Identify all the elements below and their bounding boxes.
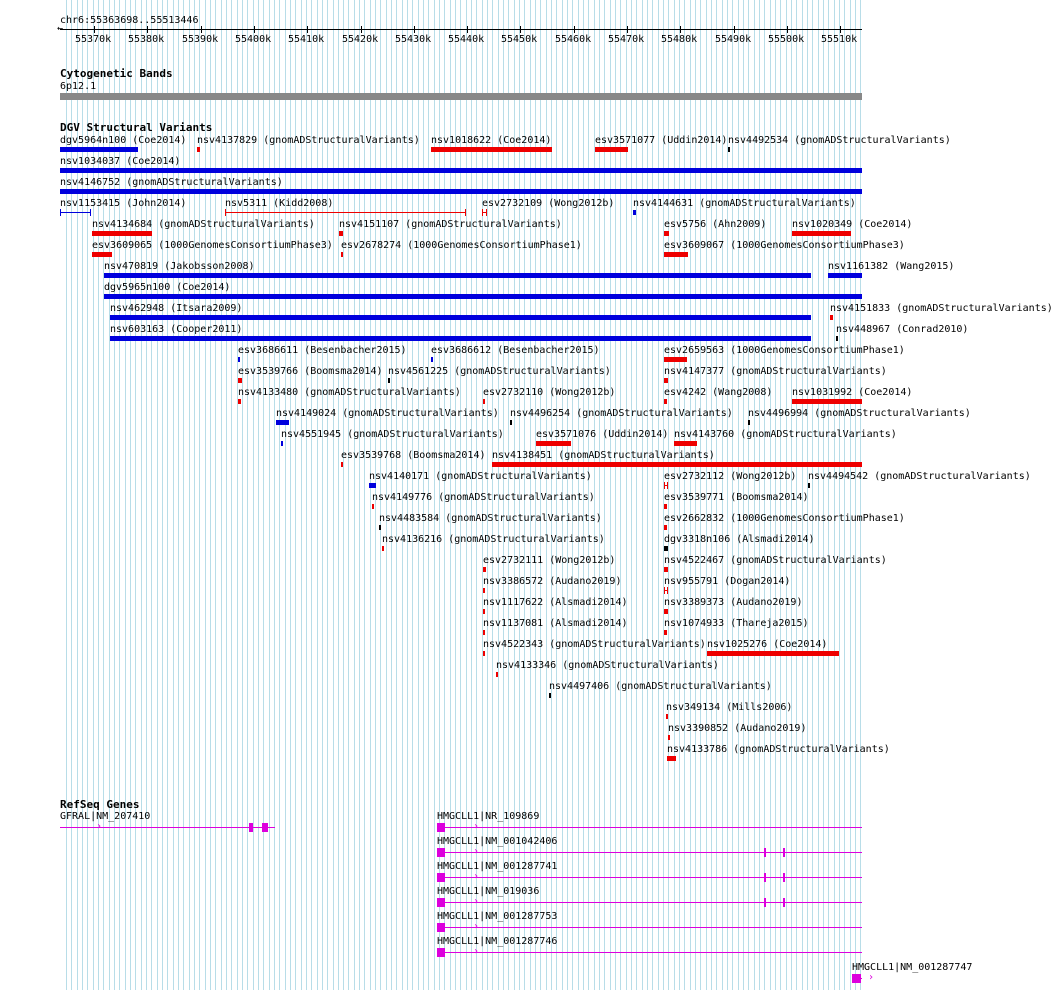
grid-line [173, 0, 174, 990]
sv-feature-bar[interactable] [664, 525, 667, 530]
ruler-tick [467, 26, 468, 33]
sv-label[interactable]: nsv3389373 (Audano2019) [664, 597, 803, 608]
sv-feature-bar[interactable] [707, 651, 839, 656]
grid-line [242, 0, 243, 990]
grid-line [279, 0, 280, 990]
sv-feature-bar[interactable] [104, 273, 811, 278]
sv-label[interactable]: nsv4492534 (gnomADStructuralVariants) [728, 135, 951, 146]
grid-line [162, 0, 163, 990]
sv-label[interactable]: esv3539768 (Boomsma2014) [341, 450, 486, 461]
sv-label[interactable]: nsv4522343 (gnomADStructuralVariants) [483, 639, 706, 650]
sv-feature-bar[interactable] [668, 735, 670, 740]
ruler-tick-label: 55420k [342, 34, 379, 45]
sv-feature-bar[interactable] [748, 420, 750, 425]
sv-feature-bar[interactable] [238, 357, 240, 362]
grid-line [237, 0, 238, 990]
sv-label[interactable]: nsv4494542 (gnomADStructuralVariants) [808, 471, 1031, 482]
strand-arrow-icon: › [473, 896, 480, 907]
sv-label[interactable]: esv2732109 (Wong2012b) [482, 198, 615, 209]
sv-feature-bar[interactable] [110, 315, 811, 320]
gene-exon[interactable] [437, 823, 445, 832]
sv-label[interactable]: nsv4137829 (gnomADStructuralVariants) [197, 135, 420, 146]
sv-feature-bar[interactable] [92, 231, 152, 236]
gene-intron-line[interactable] [437, 852, 862, 853]
ruler-tick [147, 26, 148, 33]
sv-label[interactable]: dgv5964n100 (Coe2014) [60, 135, 187, 146]
grid-line [167, 0, 168, 990]
gene-label[interactable]: HMGCLL1|NM_001287746 [437, 936, 558, 947]
grid-line [348, 0, 349, 990]
grid-line [823, 0, 824, 990]
gene-intron-line[interactable] [437, 877, 862, 878]
gene-label[interactable]: HMGCLL1|NM_001287741 [437, 861, 558, 872]
ruler-tick-label: 55430k [395, 34, 432, 45]
grid-line [231, 0, 232, 990]
grid-line [221, 0, 222, 990]
sv-label[interactable]: nsv603163 (Cooper2011) [110, 324, 243, 335]
sv-label[interactable]: nsv4146752 (gnomADStructuralVariants) [60, 177, 283, 188]
ruler-tick-label: 55460k [555, 34, 592, 45]
sv-label[interactable]: esv3609065 (1000GenomesConsortiumPhase3) [92, 240, 333, 251]
ruler-tick-label: 55390k [182, 34, 219, 45]
sv-label[interactable]: nsv1117622 (Alsmadi2014) [483, 597, 628, 608]
sv-feature-bar[interactable] [664, 252, 688, 257]
ruler-tick-label: 55450k [501, 34, 538, 45]
grid-line [215, 0, 216, 990]
sv-label[interactable]: nsv1031992 (Coe2014) [792, 387, 913, 398]
sv-label[interactable]: esv2732110 (Wong2012b) [483, 387, 616, 398]
sv-feature-bar[interactable] [60, 168, 862, 173]
sv-label[interactable]: nsv470819 (Jakobsson2008) [104, 261, 255, 272]
ruler-tick [840, 26, 841, 33]
sv-feature-bar[interactable] [664, 609, 668, 614]
sv-label[interactable]: nsv4147377 (gnomADStructuralVariants) [664, 366, 887, 377]
sv-feature-bar[interactable] [110, 336, 811, 341]
sv-feature-cap [465, 209, 466, 216]
sv-label[interactable]: nsv4133786 (gnomADStructuralVariants) [667, 744, 890, 755]
grid-line [818, 0, 819, 990]
gene-exon[interactable] [249, 823, 253, 832]
ruler-tick [254, 26, 255, 33]
gene-intron-line[interactable] [60, 827, 275, 828]
sv-label[interactable]: nsv3386572 (Audano2019) [483, 576, 622, 587]
grid-line [812, 0, 813, 990]
sv-label[interactable]: nsv1020349 (Coe2014) [792, 219, 913, 230]
sv-label[interactable]: esv3571077 (Uddin2014) [595, 135, 728, 146]
grid-line [253, 0, 254, 990]
dgv-track-title: DGV Structural Variants [60, 121, 213, 134]
sv-feature-bar[interactable] [549, 693, 551, 698]
sv-feature-bar[interactable] [667, 756, 676, 761]
grid-line [333, 0, 334, 990]
grid-line [850, 0, 851, 990]
grid-line [226, 0, 227, 990]
sv-feature-bar[interactable] [510, 420, 512, 425]
sv-label[interactable]: esv2662832 (1000GenomesConsortiumPhase1) [664, 513, 905, 524]
sv-feature-bar[interactable] [728, 147, 730, 152]
grid-line [370, 0, 371, 990]
ruler-tick [414, 26, 415, 33]
gene-intron-line[interactable] [437, 927, 862, 928]
gene-exon[interactable] [783, 873, 785, 882]
sv-feature-bar[interactable] [595, 147, 628, 152]
gene-label[interactable]: HMGCLL1|NM_001287753 [437, 911, 558, 922]
sv-feature-bar[interactable] [276, 420, 289, 425]
sv-label[interactable]: nsv448967 (Conrad2010) [836, 324, 969, 335]
grid-line [205, 0, 206, 990]
grid-line [210, 0, 211, 990]
sv-feature-cap [60, 209, 61, 216]
sv-feature-bar[interactable] [104, 294, 862, 299]
grid-line [285, 0, 286, 990]
sv-feature-bar[interactable] [664, 630, 667, 635]
sv-feature-bar[interactable] [483, 399, 485, 404]
grid-line [338, 0, 339, 990]
sv-label[interactable]: nsv4133480 (gnomADStructuralVariants) [238, 387, 461, 398]
ruler-tick [627, 26, 628, 33]
ruler-tick-label: 55470k [608, 34, 645, 45]
sv-feature-bar[interactable] [664, 378, 668, 383]
ruler-tick-label: 55510k [821, 34, 858, 45]
strand-arrow-icon: › [96, 821, 103, 832]
sv-feature-cap [225, 209, 226, 216]
refseq-track-title: RefSeq Genes [60, 798, 140, 811]
sv-feature-cap [667, 587, 668, 594]
ruler-tick-label: 55370k [75, 34, 112, 45]
sv-label[interactable]: nsv4551945 (gnomADStructuralVariants) [281, 429, 504, 440]
grid-line [274, 0, 275, 990]
sv-feature-bar[interactable] [225, 212, 466, 213]
gene-exon[interactable] [437, 848, 445, 857]
sv-feature-cap [664, 482, 665, 489]
ruler-tick [94, 26, 95, 33]
grid-line [157, 0, 158, 990]
sv-feature-bar[interactable] [664, 567, 668, 572]
gene-label[interactable]: HMGCLL1|NM_001287747 [852, 962, 973, 973]
sv-feature-bar[interactable] [431, 147, 552, 152]
gene-exon[interactable] [437, 948, 445, 957]
ruler-tick-label: 55400k [235, 34, 272, 45]
strand-arrow-icon: › [473, 946, 480, 957]
grid-line [269, 0, 270, 990]
sv-feature-bar[interactable] [60, 189, 862, 194]
sv-label[interactable]: nsv1034037 (Coe2014) [60, 156, 181, 167]
grid-line [343, 0, 344, 990]
grid-line [178, 0, 179, 990]
cytoband-label: 6p12.1 [60, 81, 97, 92]
sv-label[interactable]: nsv4138451 (gnomADStructuralVariants) [492, 450, 715, 461]
sv-label[interactable]: nsv4149024 (gnomADStructuralVariants) [276, 408, 499, 419]
sv-label[interactable]: nsv4497406 (gnomADStructuralVariants) [549, 681, 772, 692]
grid-line [844, 0, 845, 990]
sv-feature-bar[interactable] [483, 609, 485, 614]
sv-label[interactable]: esv2732112 (Wong2012b) [664, 471, 797, 482]
grid-line [306, 0, 307, 990]
gene-label[interactable]: HMGCLL1|NR_109869 [437, 811, 540, 822]
grid-line [647, 0, 648, 990]
ruler-tick-label: 55480k [661, 34, 698, 45]
sv-feature-cap [90, 209, 91, 216]
strand-arrow-icon: › [868, 972, 875, 983]
gene-exon[interactable] [262, 823, 268, 832]
grid-line [359, 0, 360, 990]
sv-feature-bar[interactable] [483, 630, 485, 635]
grid-line [364, 0, 365, 990]
gene-exon[interactable] [437, 923, 445, 932]
gene-label[interactable]: GFRAL|NM_207410 [60, 811, 151, 822]
grid-line [860, 0, 861, 990]
sv-feature-bar[interactable] [492, 462, 862, 467]
sv-feature-bar[interactable] [633, 210, 636, 215]
sv-label[interactable]: nsv1074933 (Thareja2015) [664, 618, 809, 629]
sv-feature-bar[interactable] [372, 504, 374, 509]
sv-label[interactable]: nsv4483584 (gnomADStructuralVariants) [379, 513, 602, 524]
strand-arrow-icon: › [473, 821, 480, 832]
sv-label[interactable]: dgv5965n100 (Coe2014) [104, 282, 231, 293]
sv-label[interactable]: esv3539771 (Boomsma2014) [664, 492, 809, 503]
sv-label[interactable]: nsv4149776 (gnomADStructuralVariants) [372, 492, 595, 503]
gene-exon[interactable] [764, 848, 766, 857]
grid-line [183, 0, 184, 990]
gene-exon[interactable] [437, 873, 445, 882]
sv-feature-bar[interactable] [281, 441, 283, 446]
sv-feature-bar[interactable] [369, 483, 376, 488]
sv-feature-bar[interactable] [808, 483, 810, 488]
sv-feature-bar[interactable] [496, 672, 498, 677]
ruler-tick [574, 26, 575, 33]
sv-label[interactable]: nsv1025276 (Coe2014) [707, 639, 828, 650]
strand-arrow-icon: › [473, 921, 480, 932]
grid-line [658, 0, 659, 990]
strand-arrow-icon: › [473, 871, 480, 882]
sv-label[interactable]: nsv955791 (Dogan2014) [664, 576, 791, 587]
ruler-tick [734, 26, 735, 33]
sv-label[interactable]: nsv1137081 (Alsmadi2014) [483, 618, 628, 629]
sv-feature-bar[interactable] [238, 378, 242, 383]
sv-feature-bar[interactable] [674, 441, 697, 446]
grid-line [327, 0, 328, 990]
sv-label[interactable]: nsv4133346 (gnomADStructuralVariants) [496, 660, 719, 671]
grid-line [322, 0, 323, 990]
ruler-tick-label: 55410k [288, 34, 325, 45]
strand-arrow-icon: › [473, 846, 480, 857]
sv-feature-cap [667, 482, 668, 489]
gene-exon[interactable] [764, 873, 766, 882]
sv-feature-bar[interactable] [339, 231, 343, 236]
sv-feature-bar[interactable] [341, 252, 343, 257]
grid-line [263, 0, 264, 990]
gene-exon[interactable] [764, 898, 766, 907]
sv-label[interactable]: nsv1018622 (Coe2014) [431, 135, 552, 146]
sv-feature-bar[interactable] [60, 212, 91, 213]
gene-exon[interactable] [437, 898, 445, 907]
cytoband-bar[interactable] [60, 93, 862, 100]
grid-line [317, 0, 318, 990]
sv-feature-cap [664, 587, 665, 594]
sv-label[interactable]: nsv4496254 (gnomADStructuralVariants) [510, 408, 733, 419]
sv-feature-bar[interactable] [536, 441, 571, 446]
sv-feature-bar[interactable] [828, 273, 862, 278]
sv-label[interactable]: nsv4522467 (gnomADStructuralVariants) [664, 555, 887, 566]
sv-feature-bar[interactable] [197, 147, 200, 152]
gene-exon[interactable] [783, 848, 785, 857]
sv-feature-bar[interactable] [431, 357, 433, 362]
sv-feature-bar[interactable] [382, 546, 384, 551]
sv-label[interactable]: nsv4496994 (gnomADStructuralVariants) [748, 408, 971, 419]
sv-feature-bar[interactable] [483, 588, 485, 593]
sv-feature-bar[interactable] [836, 336, 838, 341]
grid-line [642, 0, 643, 990]
sv-feature-bar[interactable] [792, 399, 862, 404]
sv-feature-bar[interactable] [664, 357, 687, 362]
sv-feature-bar[interactable] [792, 231, 851, 236]
grid-line [652, 0, 653, 990]
sv-label[interactable]: nsv349134 (Mills2006) [666, 702, 793, 713]
sv-label[interactable]: nsv4140171 (gnomADStructuralVariants) [369, 471, 592, 482]
sv-feature-bar[interactable] [664, 399, 667, 404]
grid-line [631, 0, 632, 990]
sv-feature-bar[interactable] [341, 462, 343, 467]
sv-label[interactable]: esv3686612 (Besenbacher2015) [431, 345, 600, 356]
sv-label[interactable]: esv3539766 (Boomsma2014) [238, 366, 383, 377]
sv-feature-bar[interactable] [238, 399, 241, 404]
ruler-tick-label: 55440k [448, 34, 485, 45]
sv-label[interactable]: esv5756 (Ahn2009) [664, 219, 767, 230]
grid-line [141, 0, 142, 990]
ruler-tick [307, 26, 308, 33]
gene-exon[interactable] [783, 898, 785, 907]
gene-exon[interactable] [852, 974, 861, 983]
grid-line [258, 0, 259, 990]
sv-feature-bar[interactable] [666, 714, 668, 719]
sv-label[interactable]: nsv1153415 (John2014) [60, 198, 187, 209]
grid-line [290, 0, 291, 990]
sv-feature-cap [486, 209, 487, 216]
sv-label[interactable]: esv2659563 (1000GenomesConsortiumPhase1) [664, 345, 905, 356]
ruler-region: chr6:55363698..55513446 [60, 15, 199, 26]
sv-feature-bar[interactable] [92, 252, 112, 257]
grid-line [636, 0, 637, 990]
cytoband-track-title: Cytogenetic Bands [60, 67, 173, 80]
gene-label[interactable]: HMGCLL1|NM_019036 [437, 886, 540, 897]
grid-line [834, 0, 835, 990]
grid-line [311, 0, 312, 990]
grid-line [828, 0, 829, 990]
gene-intron-line[interactable] [437, 952, 862, 953]
grid-line [295, 0, 296, 990]
ruler-tick [361, 26, 362, 33]
sv-label[interactable]: esv2678274 (1000GenomesConsortiumPhase1) [341, 240, 582, 251]
grid-line [855, 0, 856, 990]
grid-line [839, 0, 840, 990]
grid-line [354, 0, 355, 990]
gene-label[interactable]: HMGCLL1|NM_001042406 [437, 836, 558, 847]
grid-line [151, 0, 152, 990]
sv-label[interactable]: nsv4561225 (gnomADStructuralVariants) [388, 366, 611, 377]
sv-feature-cap [482, 209, 483, 216]
sv-feature-bar[interactable] [664, 231, 669, 236]
sv-label[interactable]: nsv462948 (Itsara2009) [110, 303, 243, 314]
gene-intron-line[interactable] [437, 827, 862, 828]
sv-feature-bar[interactable] [483, 567, 486, 572]
sv-label[interactable]: nsv4134684 (gnomADStructuralVariants) [92, 219, 315, 230]
sv-label[interactable]: nsv4151833 (gnomADStructuralVariants) [830, 303, 1053, 314]
sv-feature-bar[interactable] [483, 651, 485, 656]
ruler-tick [201, 26, 202, 33]
sv-label[interactable]: esv3609067 (1000GenomesConsortiumPhase3) [664, 240, 905, 251]
ruler-axis [60, 29, 862, 30]
sv-label[interactable]: nsv4143760 (gnomADStructuralVariants) [674, 429, 897, 440]
ruler-tick-label: 55380k [128, 34, 165, 45]
sv-label[interactable]: dgv3318n106 (Alsmadi2014) [664, 534, 815, 545]
gene-intron-line[interactable] [437, 902, 862, 903]
grid-line [194, 0, 195, 990]
ruler-left-arrow: ← [57, 23, 64, 34]
grid-line [247, 0, 248, 990]
sv-feature-bar[interactable] [379, 525, 381, 530]
sv-label[interactable]: nsv4151107 (gnomADStructuralVariants) [339, 219, 562, 230]
grid-line [301, 0, 302, 990]
sv-feature-bar[interactable] [388, 378, 390, 383]
ruler-tick [787, 26, 788, 33]
sv-label[interactable]: esv3686611 (Besenbacher2015) [238, 345, 407, 356]
ruler-tick [680, 26, 681, 33]
ruler-tick-label: 55490k [715, 34, 752, 45]
ruler-tick [520, 26, 521, 33]
sv-label[interactable]: nsv3390852 (Audano2019) [668, 723, 807, 734]
sv-label[interactable]: nsv5311 (Kidd2008) [225, 198, 334, 209]
sv-label[interactable]: nsv4144631 (gnomADStructuralVariants) [633, 198, 856, 209]
sv-label[interactable]: nsv1161382 (Wang2015) [828, 261, 955, 272]
sv-label[interactable]: nsv4136216 (gnomADStructuralVariants) [382, 534, 605, 545]
sv-feature-bar[interactable] [60, 147, 138, 152]
sv-label[interactable]: esv4242 (Wang2008) [664, 387, 773, 398]
sv-label[interactable]: esv2732111 (Wong2012b) [483, 555, 616, 566]
ruler-tick-label: 55500k [768, 34, 805, 45]
sv-feature-bar[interactable] [830, 315, 833, 320]
grid-line [189, 0, 190, 990]
sv-feature-bar[interactable] [664, 546, 668, 551]
sv-feature-bar[interactable] [664, 504, 667, 509]
sv-label[interactable]: esv3571076 (Uddin2014) [536, 429, 669, 440]
grid-line [146, 0, 147, 990]
